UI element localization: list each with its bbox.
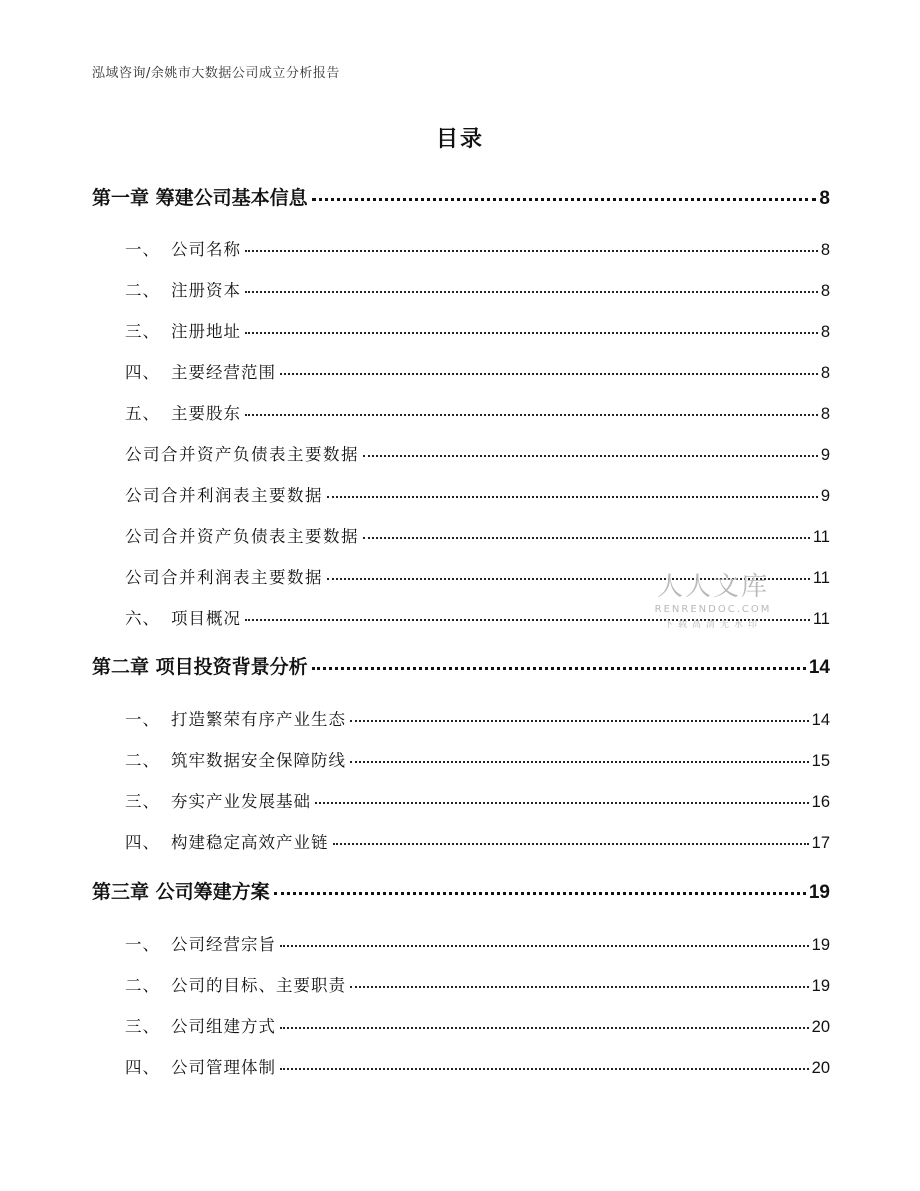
watermark-logo: [648, 566, 778, 630]
toc-entry-title: [125, 829, 329, 853]
toc-entry-text: 注册地址: [171, 322, 241, 341]
watermark-site-text: RENRENDOC.COM: [654, 604, 772, 615]
toc-leader-dots: [312, 197, 817, 201]
toc-page-number: 9: [820, 446, 830, 464]
toc-page-number: 14: [808, 657, 830, 678]
toc-page-number: 8: [820, 282, 830, 300]
toc-leader-dots: [350, 719, 809, 722]
toc-entry-number: 一、: [125, 710, 160, 729]
toc-page-number: 19: [808, 882, 830, 903]
toc-page-number: 9: [820, 487, 830, 505]
toc-entry-number: 四、: [125, 833, 160, 852]
toc-entry-title: [125, 1013, 276, 1037]
toc-section-entry[interactable]: [92, 1013, 830, 1037]
toc-entry-title: [125, 605, 241, 629]
toc-chapter-entry[interactable]: [92, 652, 830, 679]
toc-entry-text: 主要股东: [171, 404, 241, 423]
toc-leader-dots: [245, 290, 818, 293]
toc-section-entry[interactable]: [92, 788, 830, 812]
toc-entry-number: 三、: [125, 1017, 160, 1036]
toc-leader-dots: [245, 331, 818, 334]
toc-section-entry[interactable]: [92, 1054, 830, 1078]
toc-leader-dots: [350, 985, 809, 988]
toc-entry-title: [125, 523, 359, 547]
toc-section-entry[interactable]: [92, 931, 830, 955]
running-header: 泓域咨询/余姚市大数据公司成立分析报告: [92, 66, 340, 81]
toc-page-number: 17: [811, 834, 830, 852]
toc-entry-number: 三、: [125, 322, 160, 341]
toc-entry-number: 二、: [125, 281, 160, 300]
toc-entry-text: 公司经营宗旨: [171, 935, 276, 954]
toc-entry-title: [92, 877, 270, 904]
toc-page-number: 19: [811, 936, 830, 954]
toc-page-number: 11: [812, 528, 830, 546]
toc-section-entry[interactable]: [92, 236, 830, 260]
toc-entry-text: 第二章 项目投资背景分析: [92, 656, 308, 678]
toc-leader-dots: [312, 666, 806, 670]
toc-entry-text: 注册资本: [171, 281, 241, 300]
toc-entry-title: [125, 972, 346, 996]
toc-leader-dots: [327, 495, 818, 498]
toc-chapter-entry[interactable]: [92, 877, 830, 904]
toc-entry-text: 筑牢数据安全保障防线: [171, 751, 346, 770]
toc-entry-text: 公司合并资产负债表主要数据: [125, 445, 359, 464]
toc-entry-title: [125, 747, 346, 771]
toc-leader-dots: [315, 801, 809, 804]
toc-entry-title: [125, 788, 311, 812]
toc-entry-number: 四、: [125, 1058, 160, 1077]
toc-entry-text: 公司管理体制: [171, 1058, 276, 1077]
toc-section-entry[interactable]: [92, 318, 830, 342]
toc-section-entry[interactable]: [92, 359, 830, 383]
toc-entry-text: 第三章 公司筹建方案: [92, 881, 270, 903]
toc-leader-dots: [350, 760, 809, 763]
toc-entry-text: 公司合并资产负债表主要数据: [125, 527, 359, 546]
toc-entry-text: 项目概况: [171, 609, 241, 628]
toc-leader-dots: [363, 454, 818, 457]
toc-page-number: 8: [820, 241, 830, 259]
toc-entry-title: [92, 652, 308, 679]
toc-entry-title: [125, 482, 323, 506]
toc-leader-dots: [280, 1067, 809, 1070]
toc-leader-dots: [280, 372, 818, 375]
toc-section-entry[interactable]: [92, 829, 830, 853]
toc-leader-dots: [280, 944, 809, 947]
toc-entry-number: 一、: [125, 935, 160, 954]
toc-page-number: 16: [811, 793, 830, 811]
toc-section-entry[interactable]: [92, 523, 830, 547]
toc-page-number: 8: [820, 364, 830, 382]
toc-entry-title: [92, 183, 308, 210]
toc-section-entry[interactable]: [92, 277, 830, 301]
toc-page-number: 19: [811, 977, 830, 995]
toc-entry-number: 三、: [125, 792, 160, 811]
toc-entry-title: [125, 359, 276, 383]
toc-chapter-entry[interactable]: [92, 183, 830, 210]
toc-section-entry[interactable]: [92, 972, 830, 996]
toc-page-number: 8: [820, 323, 830, 341]
watermark-tag-text: 下载高清无水印: [663, 620, 762, 630]
toc-page-number: 11: [812, 610, 830, 628]
toc-page-number: 15: [811, 752, 830, 770]
toc-entry-title: [125, 931, 276, 955]
toc-leader-dots: [363, 536, 810, 539]
watermark-main-text: 人人文库: [656, 572, 769, 602]
toc-entry-text: 打造繁荣有序产业生态: [171, 710, 346, 729]
toc-section-entry[interactable]: [92, 400, 830, 424]
toc-page-number: 20: [811, 1059, 830, 1077]
toc-entry-number: 二、: [125, 751, 160, 770]
toc-section-entry[interactable]: [92, 747, 830, 771]
toc-entry-number: 六、: [125, 609, 160, 628]
toc-section-entry[interactable]: [92, 441, 830, 465]
toc-leader-dots: [280, 1026, 809, 1029]
toc-page-number: 8: [819, 188, 830, 209]
toc-entry-text: 主要经营范围: [171, 363, 276, 382]
toc-entry-text: 公司的目标、主要职责: [171, 976, 346, 995]
toc-leader-dots: [245, 413, 818, 416]
toc-entry-text: 构建稳定高效产业链: [171, 833, 329, 852]
toc-entry-text: 公司组建方式: [171, 1017, 276, 1036]
toc-entry-text: 公司名称: [171, 240, 241, 259]
toc-entry-title: [125, 277, 241, 301]
toc-entry-number: 二、: [125, 976, 160, 995]
toc-entry-title: [125, 441, 359, 465]
toc-entry-text: 第一章 筹建公司基本信息: [92, 187, 308, 209]
toc-leader-dots: [333, 842, 809, 845]
toc-entry-number: 四、: [125, 363, 160, 382]
toc-entry-text: 夯实产业发展基础: [171, 792, 311, 811]
toc-entry-text: 公司合并利润表主要数据: [125, 568, 323, 587]
toc-page-number: 11: [812, 569, 830, 587]
toc-entry-title: [125, 706, 346, 730]
toc-page-number: 14: [811, 711, 830, 729]
toc-entry-number: 五、: [125, 404, 160, 423]
toc-entry-title: [125, 236, 241, 260]
toc-leader-dots: [245, 249, 818, 252]
toc-page-number: 8: [820, 405, 830, 423]
toc-entry-number: 一、: [125, 240, 160, 259]
toc-page-number: 20: [811, 1018, 830, 1036]
toc-entry-title: [125, 318, 241, 342]
toc-section-entry[interactable]: [92, 482, 830, 506]
toc-entry-title: [125, 400, 241, 424]
toc-entry-title: [125, 564, 323, 588]
toc-entry-text: 公司合并利润表主要数据: [125, 486, 323, 505]
toc-leader-dots: [274, 891, 806, 895]
toc-title: 目录: [435, 127, 484, 152]
toc-section-entry[interactable]: [92, 706, 830, 730]
toc-entry-title: [125, 1054, 276, 1078]
